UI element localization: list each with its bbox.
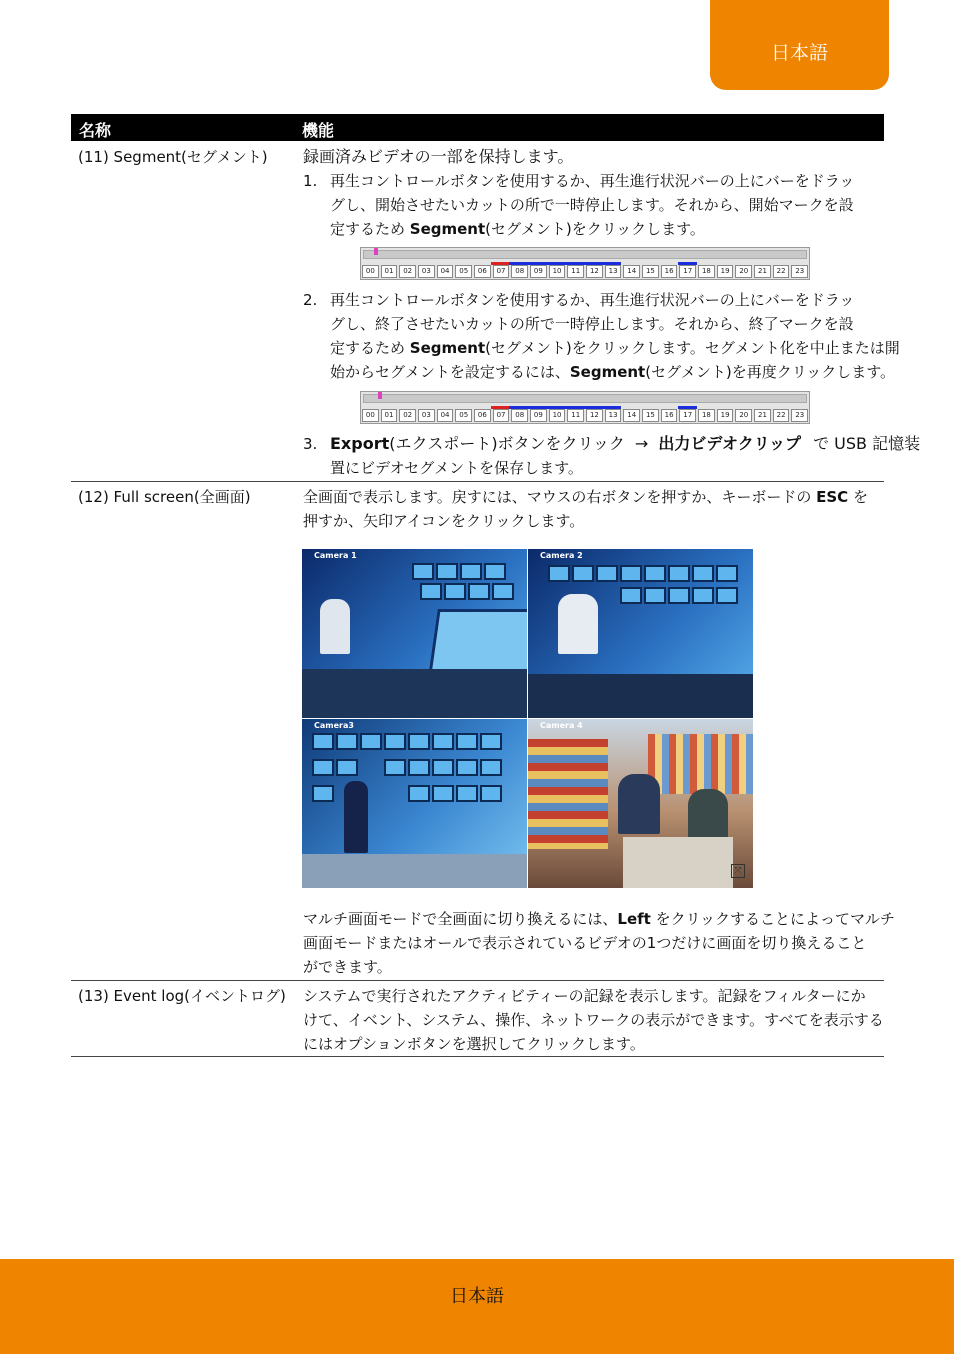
monitor (312, 733, 334, 750)
monitor (668, 587, 690, 604)
full-screen-line1 (303, 485, 868, 509)
hour-cell[interactable]: 16 (661, 265, 678, 278)
step-number-2: 2. (303, 291, 318, 309)
counter (623, 837, 733, 888)
monitor (436, 563, 458, 580)
camera-label: Camera 2 (540, 551, 583, 560)
monitor (460, 563, 482, 580)
hour-cell[interactable]: 09 (530, 409, 547, 422)
hour-cell[interactable]: 06 (474, 265, 491, 278)
hour-cell[interactable]: 20 (735, 265, 752, 278)
hour-cell[interactable]: 05 (455, 265, 472, 278)
hour-cell[interactable]: 13 (605, 409, 622, 422)
monitor (444, 583, 466, 600)
text: 全画面で表示します。戻すには、マウスの右ボタンを押すか、キーボードの (303, 488, 817, 506)
timeline-progress-track[interactable] (363, 250, 807, 259)
esc-keyword: ESC (816, 488, 849, 506)
monitor (408, 785, 430, 802)
camera-label: Camera 4 (540, 721, 583, 730)
timeline-bar-1[interactable] (360, 247, 810, 280)
step1-line2: グし、開始させたいカットの所で一時停止します。それから、開始マークを設 (330, 196, 854, 214)
row-divider (71, 481, 884, 482)
step3-line1 (330, 432, 920, 456)
hour-cell[interactable]: 06 (474, 409, 491, 422)
row-name-segment: (11) Segment(セグメント) (78, 148, 268, 166)
text: 定するため (330, 220, 410, 238)
hour-cell[interactable]: 04 (437, 409, 454, 422)
column-header-function: 機能 (302, 121, 335, 140)
hour-cell[interactable]: 01 (381, 409, 398, 422)
desk (302, 669, 527, 718)
hour-cell[interactable]: 00 (362, 265, 379, 278)
monitor (456, 733, 478, 750)
hour-cell[interactable]: 03 (418, 409, 435, 422)
monitor (408, 733, 430, 750)
desk (528, 674, 753, 718)
monitor (336, 759, 358, 776)
monitor (644, 565, 666, 582)
monitor (384, 733, 406, 750)
hour-cell[interactable]: 20 (735, 409, 752, 422)
camera-view-4[interactable] (528, 719, 753, 888)
monitor (692, 565, 714, 582)
hour-cell[interactable]: 05 (455, 409, 472, 422)
start-marker-icon[interactable] (374, 248, 378, 255)
operator-figure (320, 599, 350, 654)
monitor (480, 733, 502, 750)
text: をクリックすることによってマルチ (650, 910, 896, 928)
standing-figure (344, 781, 368, 853)
segment-keyword: Segment (409, 339, 486, 357)
monitor (484, 563, 506, 580)
hour-cell[interactable]: 14 (623, 409, 640, 422)
monitor (596, 565, 618, 582)
hour-cell[interactable]: 11 (567, 409, 584, 422)
monitor (412, 563, 434, 580)
step2-line2: グし、終了させたいカットの所で一時停止します。それから、終了マークを設 (330, 315, 854, 333)
step-number-3: 3. (303, 435, 318, 453)
event-log-line2: けて、イベント、システム、操作、ネットワークの表示ができます。すべてを表示する (303, 1011, 884, 1029)
hour-cell[interactable]: 10 (549, 265, 566, 278)
hour-cell[interactable]: 15 (642, 409, 659, 422)
row-name-event-log: (13) Event log(イベントログ) (78, 987, 286, 1005)
text: 定するため (330, 339, 410, 357)
hour-cell[interactable]: 07 (493, 265, 510, 278)
monitor (336, 733, 358, 750)
camera-view-1[interactable] (302, 549, 527, 718)
exit-fullscreen-arrow-icon[interactable]: ⤧ (731, 864, 745, 878)
hour-cell[interactable]: 22 (773, 409, 790, 422)
hour-cell[interactable]: 12 (586, 409, 603, 422)
text: マルチ画面モードで全画面に切り換えるには、 (303, 910, 618, 928)
table-header (71, 114, 884, 141)
hour-cell[interactable]: 19 (717, 409, 734, 422)
hour-cell[interactable]: 18 (698, 409, 715, 422)
monitor (692, 587, 714, 604)
hour-cell[interactable]: 23 (791, 409, 808, 422)
hour-cell[interactable]: 23 (791, 265, 808, 278)
store-shelf (528, 739, 608, 849)
output-clip-keyword: 出力ビデオクリップ (658, 434, 802, 453)
camera-label: Camera 1 (314, 551, 357, 560)
monitor (620, 565, 642, 582)
step2-line3 (330, 336, 900, 360)
hour-cell[interactable]: 19 (717, 265, 734, 278)
monitor (384, 759, 406, 776)
table-bottom-rule (71, 1056, 884, 1057)
hour-cell[interactable]: 21 (754, 409, 771, 422)
segment-keyword: Segment (409, 220, 486, 238)
floor (302, 854, 527, 888)
timeline-progress-track[interactable] (363, 394, 807, 403)
camera-view-3[interactable] (302, 719, 527, 888)
step1-line1: 再生コントロールボタンを使用するか、再生進行状況バーの上にバーをドラッ (330, 172, 855, 190)
monitor (716, 565, 738, 582)
monitor (480, 759, 502, 776)
hour-cell[interactable]: 09 (530, 265, 547, 278)
hour-cell[interactable]: 15 (642, 265, 659, 278)
segment-intro: 録画済みビデオの一部を保持します。 (303, 147, 574, 166)
text: (セグメント)をクリックします。 (485, 220, 705, 238)
monitor (644, 587, 666, 604)
hour-cell[interactable]: 08 (511, 409, 528, 422)
hour-cell[interactable]: 14 (623, 265, 640, 278)
language-tab: 日本語 (710, 0, 889, 90)
hour-cell[interactable]: 22 (773, 265, 790, 278)
monitor (492, 583, 514, 600)
camera-view-2[interactable] (528, 549, 753, 718)
footer-language: 日本語 (0, 1259, 954, 1354)
step2-line1: 再生コントロールボタンを使用するか、再生進行状況バーの上にバーをドラッ (330, 291, 855, 309)
left-keyword: Left (617, 910, 651, 928)
text: (セグメント)をクリックします。セグメント化を中止または開 (485, 339, 900, 357)
arrow-icon: → (634, 434, 649, 453)
monitor (620, 587, 642, 604)
monitor (432, 759, 454, 776)
row-divider (71, 980, 884, 981)
hour-cell[interactable]: 18 (698, 265, 715, 278)
step2-line4 (330, 360, 895, 384)
monitor (456, 785, 478, 802)
step-number-1: 1. (303, 172, 318, 190)
hour-cell[interactable]: 04 (437, 265, 454, 278)
full-screen-line2: 押すか、矢印アイコンをクリックします。 (303, 512, 585, 530)
store-shelf (648, 734, 753, 794)
text: を (848, 488, 868, 506)
monitor (456, 759, 478, 776)
row-name-full-screen: (12) Full screen(全画面) (78, 488, 251, 506)
monitor (432, 785, 454, 802)
monitor (360, 733, 382, 750)
hour-cell[interactable]: 17 (679, 265, 696, 278)
event-log-line3: にはオプションボタンを選択してクリックします。 (303, 1035, 645, 1053)
monitor (480, 785, 502, 802)
timeline-bar-2[interactable] (360, 391, 810, 424)
monitor (312, 759, 334, 776)
column-header-name: 名称 (79, 121, 112, 140)
multi-screen-line1 (303, 907, 895, 931)
monitor (432, 733, 454, 750)
event-log-line1: システムで実行されたアクティビティーの記録を表示します。記録をフィルターにか (303, 987, 866, 1005)
monitor (668, 565, 690, 582)
hour-cell[interactable]: 03 (418, 265, 435, 278)
hour-cell[interactable]: 01 (381, 265, 398, 278)
monitor (572, 565, 594, 582)
multi-screen-line2: 画面モードまたはオールで表示されているビデオの1つだけに画面を切り換えること (303, 934, 867, 952)
hour-cell[interactable]: 16 (661, 409, 678, 422)
quad-camera-view[interactable] (302, 549, 754, 888)
monitor (420, 583, 442, 600)
export-keyword: Export (330, 434, 390, 453)
figure (618, 774, 660, 834)
text: で USB 記憶装 (813, 434, 921, 453)
hour-cell[interactable]: 08 (511, 265, 528, 278)
monitor (548, 565, 570, 582)
text: 始からセグメントを設定するには、 (330, 363, 570, 381)
hour-cell[interactable]: 07 (493, 409, 510, 422)
hour-cell[interactable]: 10 (549, 409, 566, 422)
monitor (408, 759, 430, 776)
monitor (312, 785, 334, 802)
segment-keyword: Segment (569, 363, 646, 381)
monitor (468, 583, 490, 600)
step3-line2: 置にビデオセグメントを保存します。 (330, 459, 583, 477)
hour-cells (362, 265, 808, 278)
hour-cell[interactable]: 21 (754, 265, 771, 278)
hour-cell[interactable]: 12 (586, 265, 603, 278)
hour-cells (362, 409, 808, 422)
hour-cell[interactable]: 13 (605, 265, 622, 278)
hour-cell[interactable]: 17 (679, 409, 696, 422)
hour-cell[interactable]: 00 (362, 409, 379, 422)
text: (セグメント)を再度クリックします。 (645, 363, 895, 381)
hour-cell[interactable]: 11 (567, 265, 584, 278)
step1-line3 (330, 217, 705, 241)
text: (エクスポート)ボタンをクリック (389, 434, 625, 453)
monitor (716, 587, 738, 604)
multi-screen-line3: ができます。 (303, 958, 392, 976)
hour-cell[interactable]: 02 (399, 409, 416, 422)
camera-label: Camera3 (314, 721, 354, 730)
end-marker-icon[interactable] (378, 392, 382, 399)
operator-figure (558, 594, 598, 654)
hour-cell[interactable]: 02 (399, 265, 416, 278)
